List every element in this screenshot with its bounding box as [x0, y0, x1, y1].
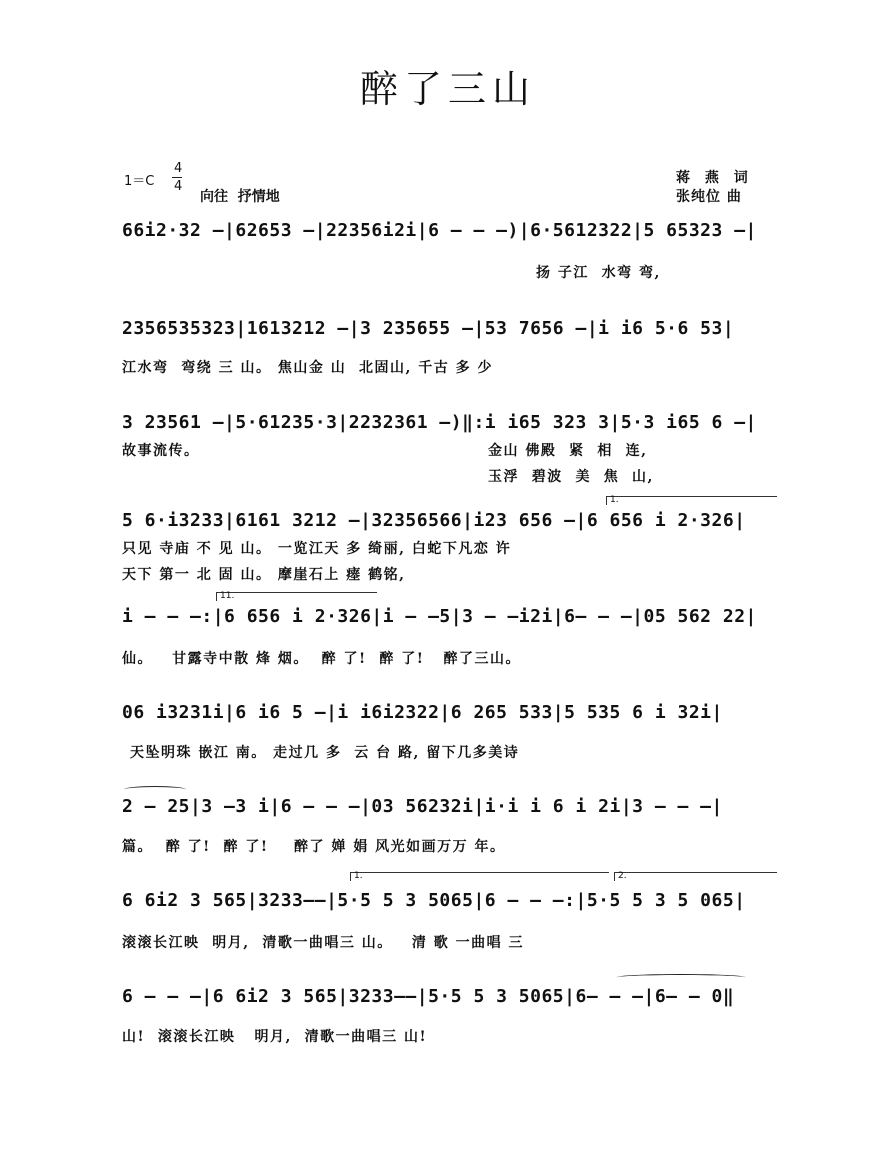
notation-row-9: 6 – – –|6 6i2 3 565|3233––|5·5 5 3 5065|6– – –|6– – 0‖ [122, 986, 735, 1007]
notation-row-6: 06 i3231i|6 i6 5 –|i i6i2322|6 265 533|5 535 6 i 32i| [122, 702, 723, 723]
lyric-row-5-line-1: 仙。 甘露寺中散 烽 烟。 醉 了! 醉 了! 醉了三山。 [122, 651, 522, 667]
second-ending-bracket-2 [614, 872, 777, 881]
lyricist-credit: 蒋 燕 词 [676, 170, 753, 186]
slur-mark [124, 786, 186, 793]
lyric-row-4-line-2: 天下 第一 北 固 山。 摩崖石上 瘗 鹤铭, [122, 567, 406, 583]
key-signature: 1＝C [124, 174, 155, 189]
lyric-row-3-line-3: 玉浮 碧波 美 焦 山, [488, 469, 654, 485]
first-ending-bracket-2 [350, 872, 609, 881]
ending-label-1b: 1. [354, 871, 363, 881]
tempo-marking: 向往 抒情地 [200, 189, 280, 205]
lyric-row-6-line-1: 天坠明珠 嵌江 南。 走过几 多 云 台 路, 留下几多美诗 [130, 745, 520, 761]
lyric-row-2-line-1: 江水弯 弯绕 三 山。 焦山金 山 北固山, 千古 多 少 [122, 360, 493, 376]
lyric-row-3-line-1: 故事流传。 [122, 443, 200, 459]
lyric-row-1-line-1: 扬 子江 水弯 弯, [536, 265, 661, 281]
lyric-row-4-line-1: 只见 寺庙 不 见 山。 一览江天 多 绮丽, 白蛇下凡恋 许 [122, 541, 512, 557]
notation-row-1: 66i2·32 –|62653 –|22356i2i|6 – – –)|6·5612322|5 65323 –| [122, 220, 757, 241]
notation-row-3: 3 23561 –|5·61235·3|2232361 –)‖:i i65 323 3|5·3 i65 6 –| [122, 412, 757, 433]
time-signature-line [172, 177, 182, 178]
ending-label-11: 11. [220, 591, 235, 601]
composer-credit: 张纯位 曲 [676, 189, 742, 205]
lyric-row-8-line-1: 滚滚长江映 明月, 清歌一曲唱三 山。 清 歌 一曲唱 三 [122, 935, 524, 951]
time-signature-top: 4 [174, 161, 183, 176]
lyric-row-3-line-2: 金山 佛殿 紧 相 连, [488, 443, 648, 459]
lyric-row-9-line-1: 山! 滚滚长江映 明月, 清歌一曲唱三 山! [122, 1029, 428, 1045]
notation-row-7: 2 – 25|3 –3 i|6 – – –|03 56232i|i·i i 6 i 2i|3 – – –| [122, 796, 723, 817]
final-slur-mark [616, 974, 746, 981]
lyric-row-7-line-1: 篇。 醉 了! 醉 了! 醉了 婵 娟 风光如画万万 年。 [122, 839, 506, 855]
time-signature-bottom: 4 [174, 179, 183, 194]
notation-row-8: 6 6i2 3 565|3233––|5·5 5 3 5065|6 – – –:|5·5 5 3 5 065| [122, 890, 746, 911]
notation-row-4: 5 6·i3233|6161 3212 –|32356566|i23 656 –|6 656 i 2·326| [122, 510, 746, 531]
second-ending-bracket [216, 592, 377, 601]
first-ending-bracket [606, 496, 777, 505]
song-title: 醉了三山 [360, 67, 537, 111]
ending-label-2: 2. [618, 871, 627, 881]
notation-row-2: 2356535323|1613212 –|3 235655 –|53 7656 –|i i6 5·6 53| [122, 318, 735, 339]
ending-label-1: 1. [610, 495, 619, 505]
notation-row-5: i – – –:|6 656 i 2·326|i – –5|3 – –i2i|6– – –|05 562 22| [122, 606, 757, 627]
